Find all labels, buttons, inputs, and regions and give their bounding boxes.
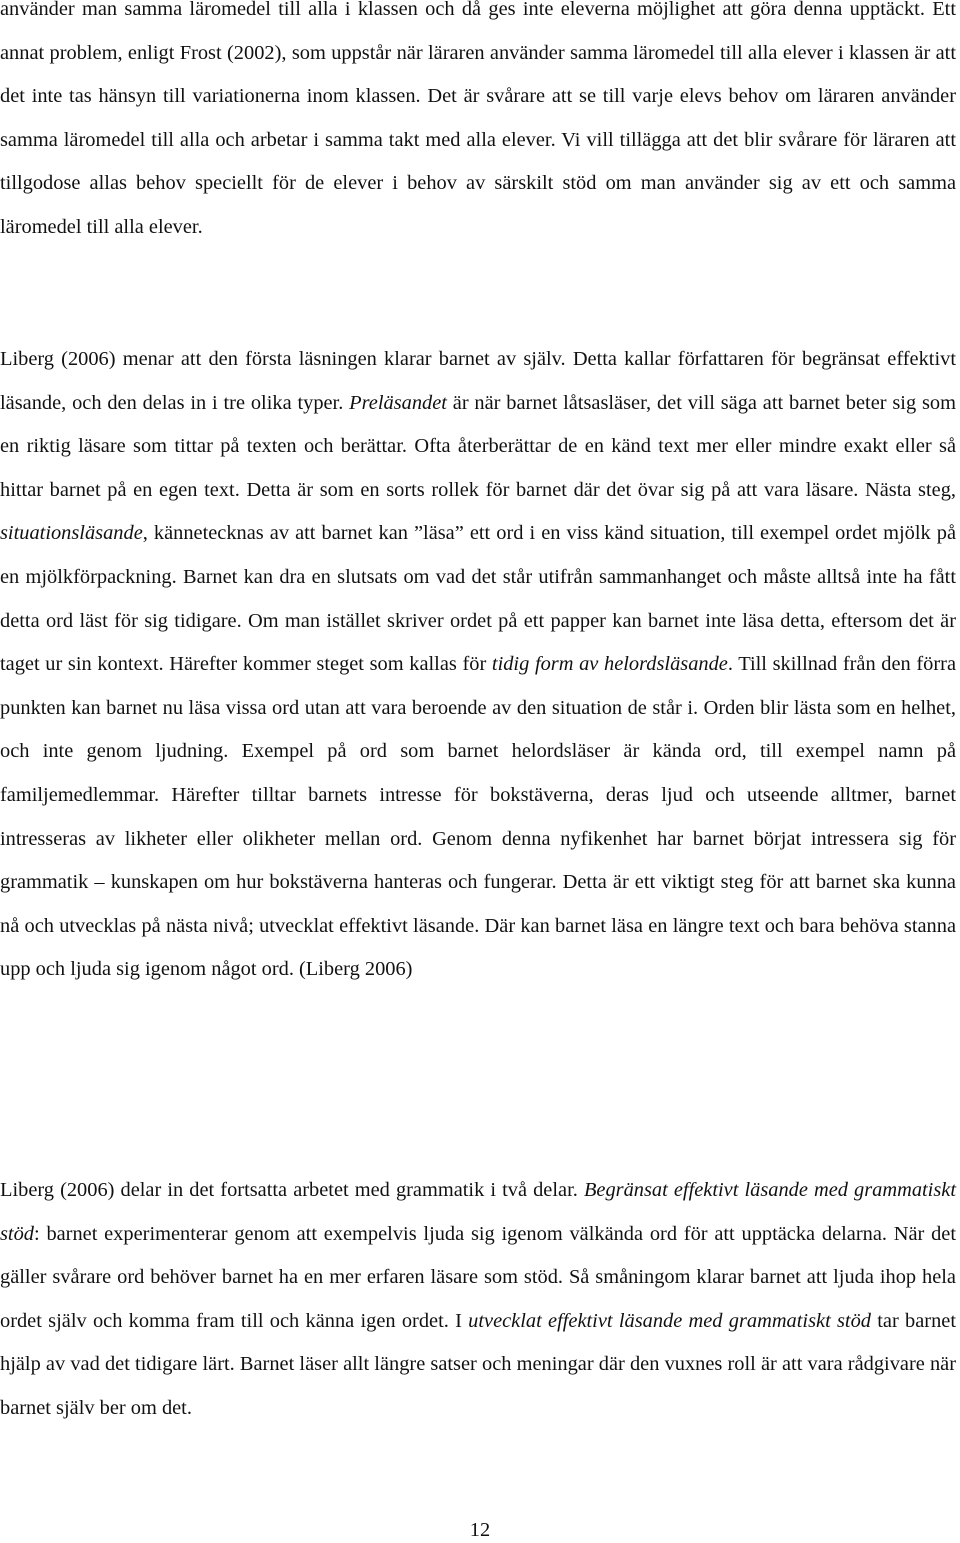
text-run: Liberg (2006) menar att den första läsningen klarar barnet av själv. Detta kallar författaren för begränsat effektivt läsande, och den delas in i tre olika typer.	[0, 348, 956, 414]
text-run: tar barnet hjälp av vad det tidigare lärt. Barnet läser allt längre satser och meningar där den vuxnes roll är att vara rådgivare när barnet själv ber om det.	[0, 1309, 956, 1419]
body-paragraph-1	[0, 0, 956, 250]
italic-term: tidig form av helordsläsande	[491, 653, 728, 676]
page-number: 12	[469, 1519, 491, 1541]
italic-term: utvecklat effektivt läsande med grammatiskt stöd	[468, 1309, 871, 1332]
text-run: använder man samma läromedel till alla i klassen och då ges inte eleverna möjlighet att göra denna upptäckt. Ett annat problem, enligt Frost (2002), som uppstår när läraren använder samma läromedel till alla elever i klassen är att det inte tas hänsyn till variationerna inom klassen. Det är svårare att se till varje elevs behov om läraren använder samma läromedel till alla och arbetar i samma takt med alla elever. Vi vill tillägga att det blir svårare för läraren att tillgodose allas behov speciellt för de elever i behov av särskilt stöd om man använder sig av ett och samma läromedel till alla elever.	[0, 0, 956, 238]
text-run: . Till skillnad från den förra punkten kan barnet nu läsa vissa ord utan att vara beroende av den situation de står i. Orden blir lästa som en helhet, och inte genom ljudning. Exempel på ord som barnet helordsläser är kända ord, till exempel namn på familjemedlemmar. Härefter tilltar barnets intresse för bokstäverna, deras ljud och utseende alltmer, barnet intresseras av likheter eller olikheter mellan ord. Genom denna nyfikenhet har barnet börjat intressera sig för grammatik – kunskapen om hur bokstäverna hanteras och fungerar. Detta är ett viktigt steg för att barnet ska kunna nå och utvecklas på nästa nivå; utvecklat effektivt läsande. Där kan barnet läsa en längre text och bara behöva stanna upp och ljuda sig igenom något ord. (Liberg 2006)	[0, 653, 957, 981]
italic-term: Begränsat effektivt läsande med grammatiskt stöd	[0, 1179, 956, 1245]
italic-term: situationsläsande	[0, 522, 143, 545]
body-paragraph-3	[0, 1169, 956, 1431]
text-run: : barnet experimenterar genom att exempelvis ljuda sig igenom välkända ord för att upptäcka delarna. När det gäller svårare ord behöver barnet ha en mer erfaren läsare som stöd. Så småningom klarar barnet att ljuda ihop hela ordet själv och komma fram till och känna igen ordet. I	[0, 1222, 956, 1332]
text-run: är när barnet låtsasläser, det vill säga att barnet beter sig som en riktig läsare som tittar på texten och berättar. Ofta återberättar de en känd text mer eller mindre exakt eller så hittar barnet på en egen text. Detta är som en sorts rollek för barnet där det övar sig på att vara läsare. Nästa steg,	[0, 391, 956, 501]
text-run: Liberg (2006) delar in det fortsatta arbetet med grammatik i två delar.	[0, 1179, 584, 1201]
italic-term: Preläsandet	[349, 391, 447, 414]
text-run: , kännetecknas av att barnet kan ”läsa” ett ord i en viss känd situation, till exempel ordet mjölk på en mjölkförpackning. Barnet kan dra en slutsats om vad det står utifrån sammanhanget och måste alltså inte ha fått detta ord läst för sig tidigare. Om man istället skriver ordet på ett papper kan barnet inte läsa detta, eftersom det är taget ur sin kontext. Härefter kommer steget som kallas för	[0, 522, 956, 676]
body-paragraph-2	[0, 338, 956, 992]
